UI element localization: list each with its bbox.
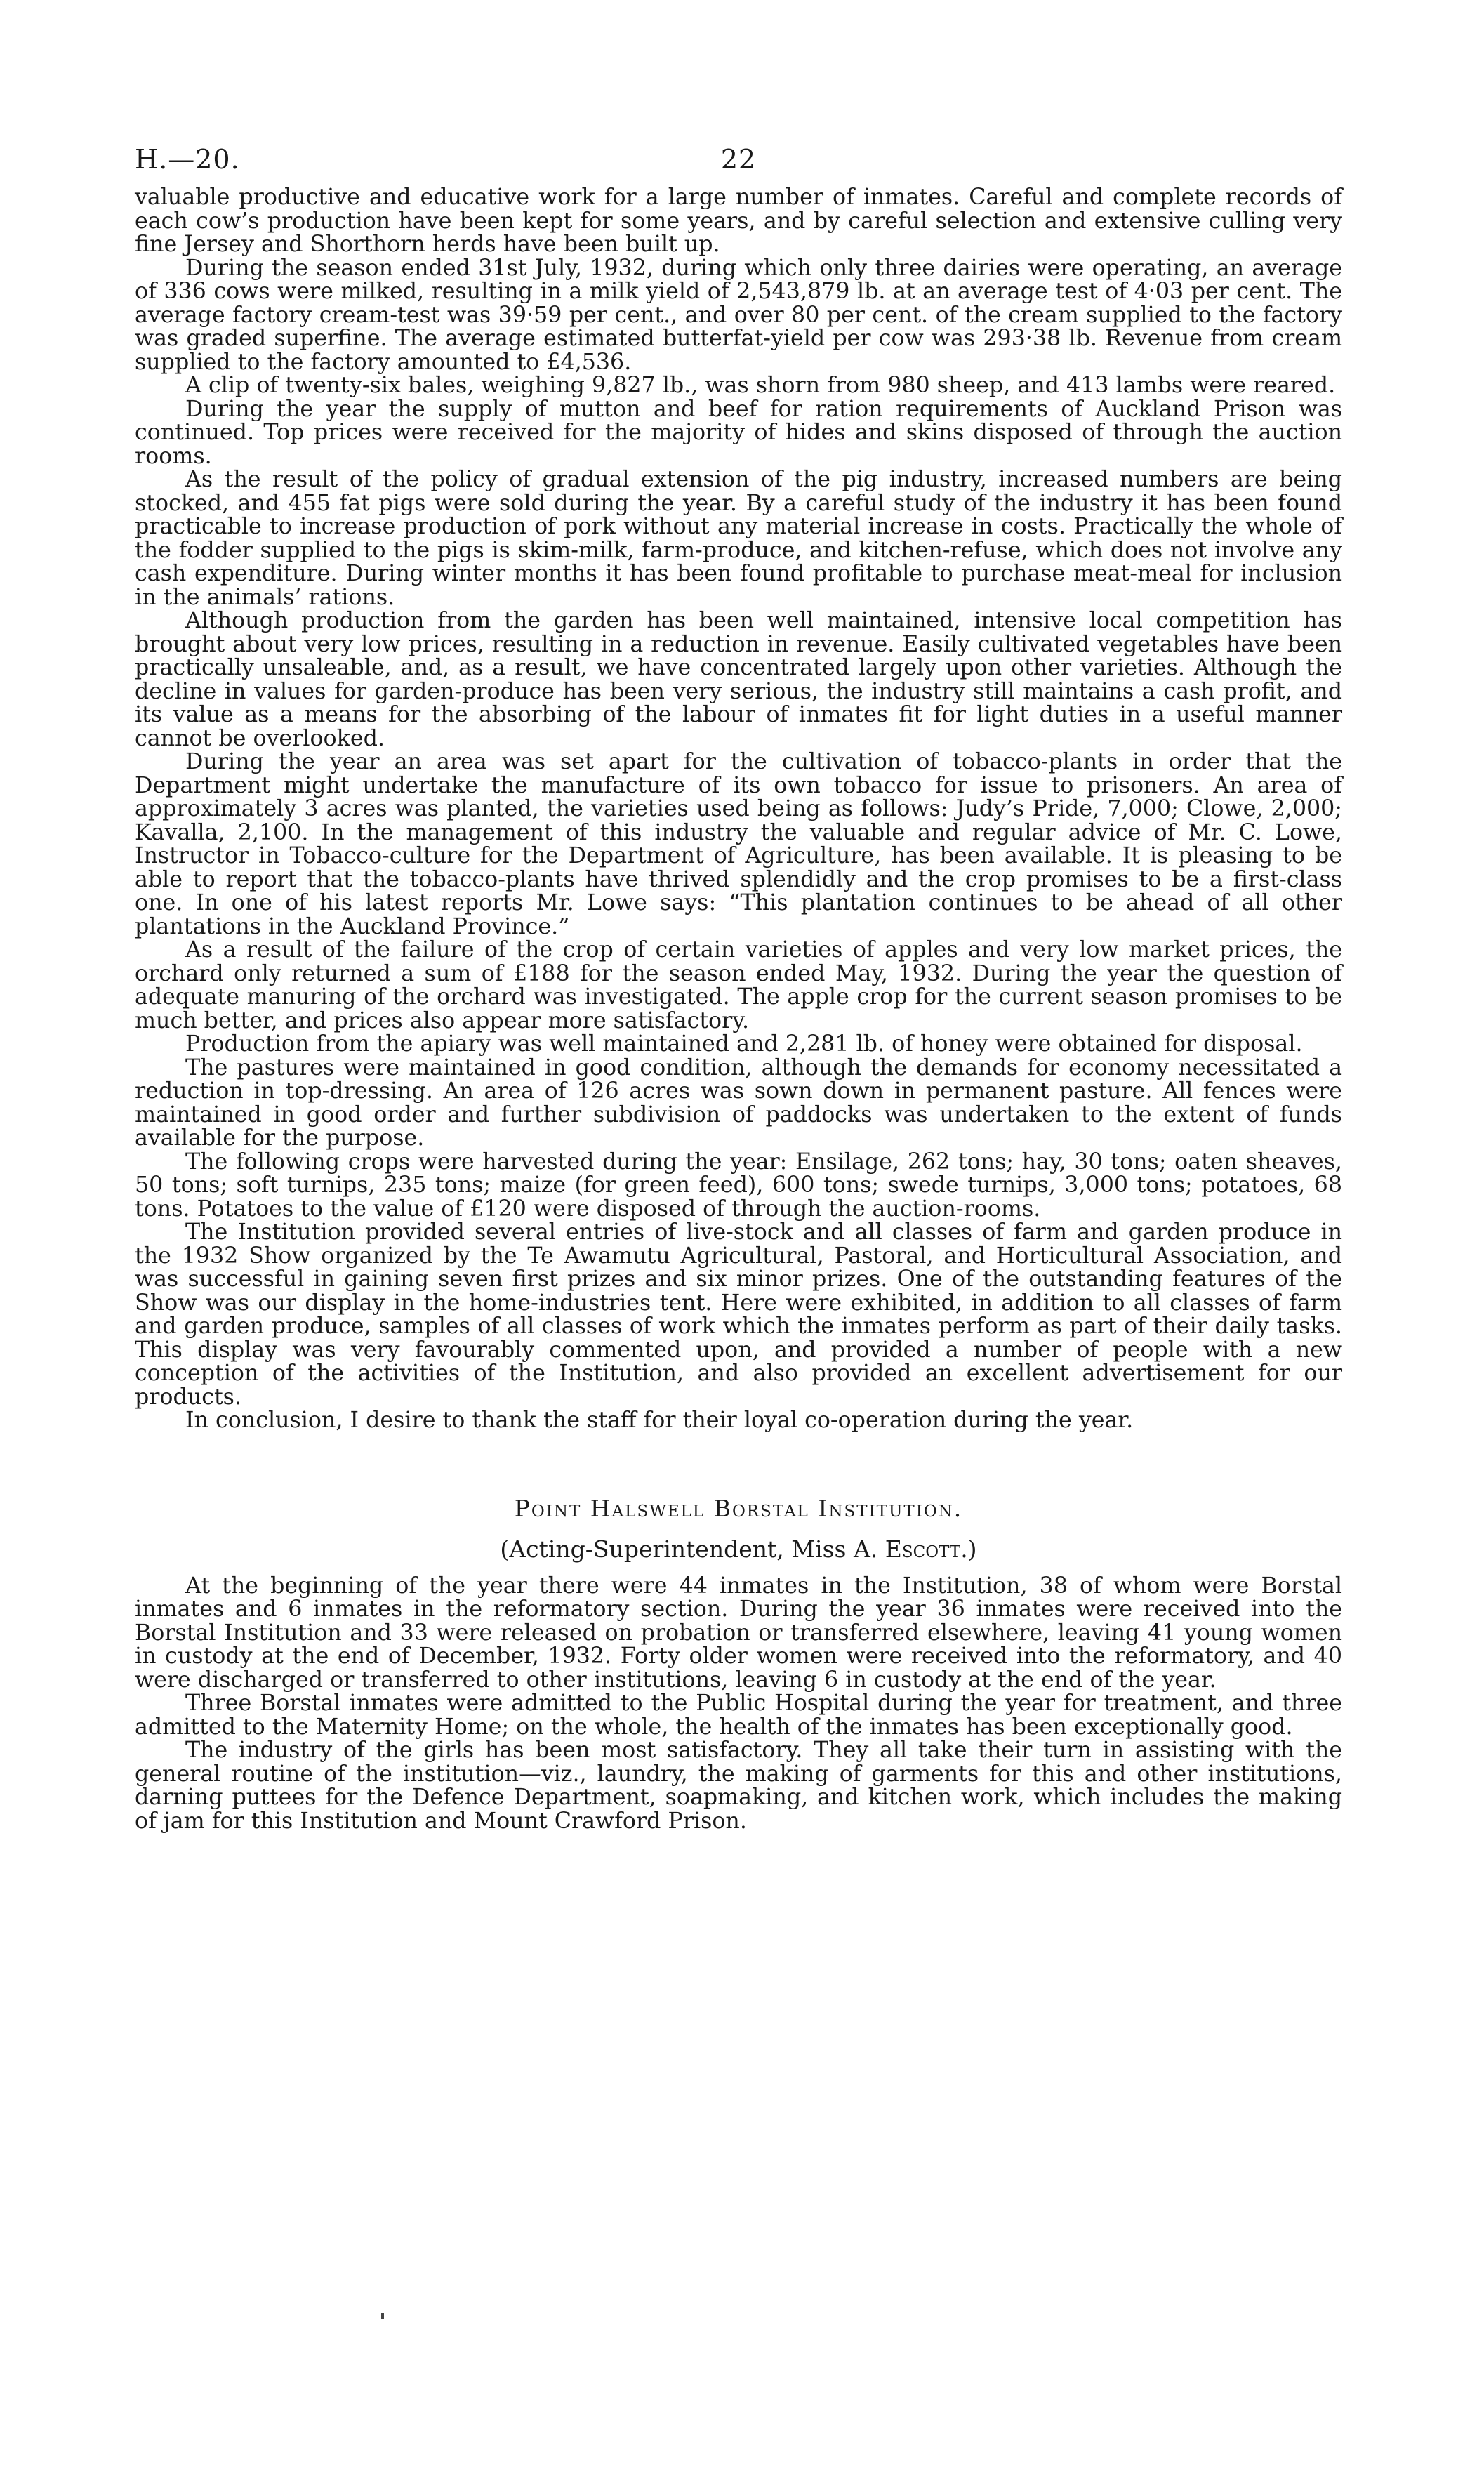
page-number: 22: [720, 144, 757, 175]
paragraph: A clip of twenty-six bales, weighing 9,827 lb., was shorn from 980 sheep, and 413 lambs were reared.: [185, 373, 1336, 398]
paragraph: Although production from the garden has been well maintained, intensive local competition has brought about very low prices, resulting in a reduction in revenue. Easily cultivated vegetables have been practically unsaleable, and, as a result, we have concentrated largely upon other varieties. Although the decline in values for garden-produce has been very serious, the industry still maintains a cash profit, and its value as a means for the absorbing of the labour of inmates fit for light duties in a useful manner cannot be overlooked.: [135, 608, 1342, 751]
paragraph: The industry of the girls has been most satisfactory. They all take their turn in assisting with the general routine of the institution—viz., laundry, the making of garments for this and other institutions, darning puttees for the Defence Department, soapmaking, and kitchen work, which includes the making of jam for this Institution and Mount Crawford Prison.: [135, 1738, 1342, 1834]
paragraph: The Institution provided several entries of live-stock and all classes of farm and garden produce in the 1932 Show organized by the Te Awamutu Agricultural, Pastoral, and Horticultural Association, and was successful in gaining seven first prizes and six minor prizes. One of the outstanding features of the Show was our display in the home-industries tent. Here were exhibited, in addition to all classes of farm and garden produce, samples of all classes of work which the inmates perform as part of their daily tasks. This display was very favourably commented upon, and provided a number of people with a new conception of the activities of the Institution, and also provided an excellent advertisement for our products.: [135, 1219, 1342, 1410]
document-reference: H.—20.: [135, 144, 240, 175]
paragraph: As a result of the failure of the crop of certain varieties of apples and very low market prices, the orchard only returned a sum of £188 for the season ended May, 1932. During the year the question of adequate manuring of the orchard was investigated. The apple crop for the current season promises to be much better, and prices also appear more satisfactory.: [135, 937, 1342, 1033]
paragraph: At the beginning of the year there were 44 inmates in the Institution, 38 of whom were Borstal inmates and 6 inmates in the reformatory section. During the year 36 inmates were received into the Borstal Institution and 33 were released on probation or transferred elsewhere, leaving 41 young women in custody at the end of December, 1932. Forty older women were received into the reformatory, and 40 were discharged or transferred to other institutions, leaving 6 in custody at the end of the year.: [135, 1573, 1342, 1693]
paragraph: As the result of the policy of gradual extension of the pig industry, increased numbers are being stocked, and 455 fat pigs were sold during the year. By a careful study of the industry it has been found practicable to increase production of pork without any material increase in costs. Practically the whole of the fodder supplied to the pigs is skim-milk, farm-produce, and kitchen-refuse, which does not involve any cash expenditure. During winter months it has been found profitable to purchase meat-meal for inclusion in the animals’ rations.: [135, 467, 1342, 610]
paragraph: The following crops were harvested during the year: Ensilage, 262 tons; hay, 30 tons; oaten sheaves, 50 tons; soft turnips, 235 tons; maize (for green feed), 600 tons; swede turnips, 3,000 tons; potatoes, 68 tons. Potatoes to the value of £120 were disposed of through the auction-rooms.: [135, 1149, 1342, 1222]
paragraph: In conclusion, I desire to thank the staff for their loyal co-operation during the year.: [185, 1408, 1134, 1433]
paragraph: During the season ended 31st July, 1932, during which only three dairies were operating, an average of 336 cows were milked, resulting in a milk yield of 2,543,879 lb. at an average test of 4·03 per cent. The average factory cream-test was 39·59 per cent., and over 80 per cent. of the cream supplied to the factory was graded superfine. The average estimated butterfat-yield per cow was 293·38 lb. Revenue from cream supplied to the factory amounted to £4,536.: [135, 255, 1342, 375]
paragraph: During the year the supply of mutton and beef for ration requirements of Auckland Prison was continued. Top prices were received for the majority of hides and skins disposed of through the auction rooms.: [135, 396, 1342, 469]
paragraph: The pastures were maintained in good condition, although the demands for economy necessitated a reduction in top-dressing. An area of 126 acres was sown down in permanent pasture. All fences were maintained in good order and further subdivision of paddocks was undertaken to the extent of funds available for the purpose.: [135, 1055, 1342, 1151]
report-body: [135, 186, 1342, 1433]
stray-ink-mark: [381, 2313, 384, 2319]
paragraph: Three Borstal inmates were admitted to the Public Hospital during the year for treatment, and three admitted to the Maternity Home; on the whole, the health of the inmates has been exceptionally good.: [135, 1691, 1342, 1740]
superintendent-name: Escott: [885, 1535, 961, 1563]
page-header: [135, 144, 1342, 186]
subtitle-suffix: .): [960, 1535, 977, 1563]
paragraph: During the year an area was set apart for the cultivation of tobacco-plants in order that the Department might undertake the manufacture of its own tobacco for issue to prisoners. An area of approximately 3 acres was planted, the varieties used being as follows: Judy’s Pride, 7,000; Clowe, 2,000; Kavalla, 2,100. In the management of this industry the valuable and regular advice of Mr. C. Lowe, Instructor in Tobacco-culture for the Department of Agriculture, has been available. It is pleasing to be able to report that the tobacco-plants have thrived splendidly and the crop promises to be a first-class one. In one of his latest reports Mr. Lowe says: “This plantation continues to be ahead of all other plantations in the Auckland Province.”: [135, 749, 1342, 939]
document-page: [135, 144, 1342, 1833]
paragraph: valuable productive and educative work for a large number of inmates. Careful and complete records of each cow’s production have been kept for some years, and by careful selection and extensive culling very fine Jersey and Shorthorn herds have been built up.: [135, 185, 1342, 257]
section-body: [135, 1575, 1342, 1834]
section-title: Point Halswell Borstal Institution.: [514, 1494, 963, 1522]
subtitle-prefix: (Acting-Superintendent, Miss A.: [500, 1535, 885, 1563]
section-subtitle: [135, 1535, 1342, 1564]
paragraph: Production from the apiary was well maintained and 2,281 lb. of honey were obtained for disposal.: [185, 1031, 1303, 1057]
